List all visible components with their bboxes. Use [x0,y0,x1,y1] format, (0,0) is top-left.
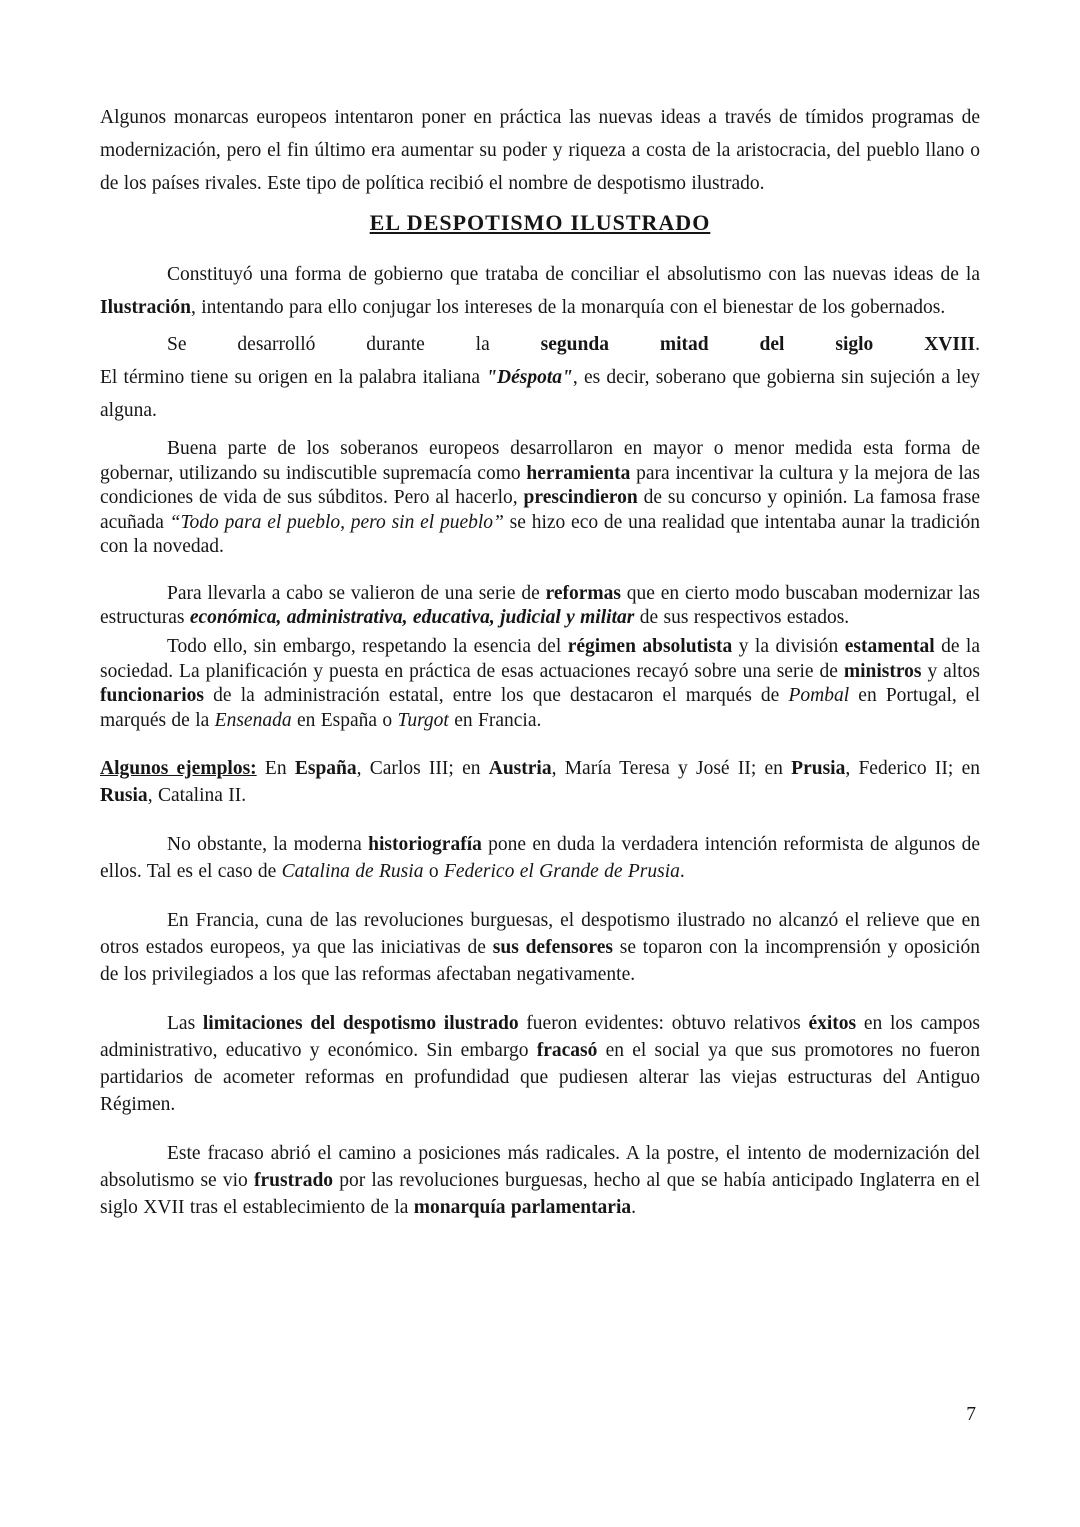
text-run: Todo ello, sin embargo, respetando la esencia del [167,635,568,657]
text-run: herramienta [526,462,631,484]
paragraph-fracaso [100,1140,980,1221]
text-run: pone en duda la verdadera intención reformista de algunos de ellos. Tal es el caso de [100,834,980,883]
text-run: ministros [843,660,922,682]
text-run: historiografía [368,834,482,856]
text-run: de sus respectivos estados. [634,607,850,629]
text-run: En Francia, cuna de las revoluciones burguesas, el despotismo ilustrado no alcanzó el relieve que en otros estados europeos, ya que las iniciativas de [100,910,980,959]
text-run: , Carlos III; en [356,758,489,780]
text-run: España [294,758,357,780]
text-run: monarquía parlamentaria [413,1197,632,1219]
paragraph-regimen [100,635,980,733]
text-run: "Déspota" [486,367,573,389]
text-run: o [423,861,444,883]
text-run: Pombal [788,685,850,707]
text-run: Turgot [397,709,449,731]
text-run: y altos [921,660,980,682]
text-run: , es decir, soberano que gobierna sin sujeción a ley alguna. [100,367,980,422]
section-heading [100,210,980,236]
text-run: se hizo eco de una realidad que intentaba aunar la tradición con la novedad. [100,511,980,558]
text-run: Austria [488,758,552,780]
text-run: para incentivar la cultura y la mejora de las condiciones de vida de sus súbditos. Pero al hacerlo, [100,462,980,509]
text-run: segunda mitad del siglo XVIII [540,334,976,356]
text-run: en los campos administrativo, educativo y económico. Sin embargo [100,1013,981,1062]
text-run: fueron evidentes: obtuvo relativos [518,1013,809,1035]
text-run: Se desarrolló durante la [167,334,541,356]
paragraph-limitaciones [100,1010,980,1118]
text-run: de la administración estatal, entre los que destacaron el marqués de [204,685,789,707]
text-run: En [256,758,295,780]
text-run: Catalina de Rusia [281,861,424,883]
text-run: en Portugal, el marqués de la [100,685,980,731]
text-run: Algunos ejemplos: [100,758,257,780]
text-run: No obstante, la moderna [167,834,369,856]
text-run: Ensenada [214,709,292,731]
text-run: . [975,334,980,356]
text-run: limitaciones del despotismo ilustrado [202,1013,519,1035]
text-run: prescindieron [523,487,638,509]
paragraph-historiografia [100,831,980,885]
text-run: , intentando para ello conjugar los intereses de la monarquía con el bienestar de los gobernados. [191,297,946,319]
text-run: en España o [291,709,398,731]
text-run: Buena parte de los soberanos europeos desarrollaron en mayor o menor medida esta forma de gobernar, utilizando su indiscutible supremacía como [100,438,980,484]
text-run: éxitos [808,1013,857,1035]
text-run: en Francia. [448,709,542,731]
paragraph-ejemplos [100,755,980,809]
text-run: Prusia [791,758,846,780]
paragraph-definition [100,259,980,325]
text-run: . [631,1197,637,1219]
page-number: 7 [966,1404,976,1425]
text-run: reformas [545,582,621,604]
text-run: económica, administrativa, educativa, judicial y militar [189,607,635,629]
text-run: Para llevarla a cabo se valieron de una serie de [167,582,546,604]
text-run: , Catalina II. [147,785,247,807]
paragraph-intro [100,102,980,201]
text-run: . [679,861,685,883]
text-run: “Todo para el pueblo, pero sin el pueblo” [169,511,504,533]
paragraph-origin [100,329,980,428]
text-run: por las revoluciones burguesas, hecho al que se había anticipado Inglaterra en el siglo XVII tras el establecimiento de la [100,1170,981,1219]
text-run: de su concurso y opinión. La famosa frase acuñada [100,487,981,533]
page-content [100,102,980,1221]
text-run: Rusia [100,785,148,807]
text-run: sus defensores [492,937,613,959]
text-run: Este fracaso abrió el camino a posiciones más radicales. A la postre, el intento de modernización del absolutismo se vio [100,1143,980,1192]
text-run: Constituyó una forma de gobierno que trataba de conciliar el absolutismo con las nuevas ideas de la [167,264,980,286]
text-run: El término tiene su origen en la palabra italiana [100,367,487,389]
text-run: Ilustración [100,297,192,319]
text-run: fracasó [536,1040,598,1062]
text-run: que en cierto modo buscaban modernizar las estructuras [100,582,981,629]
text-run: de la sociedad. La planificación y puesta en práctica de esas actuaciones recayó sobre una serie de [100,635,980,682]
text-run: Las [167,1013,203,1035]
text-run: frustrado [253,1170,334,1192]
paragraph-reformas [100,582,980,631]
text-run: se toparon con la incomprensión y oposición de los privilegiados a los que las reformas afectaban negativamente. [100,937,981,986]
text-run: estamental [844,635,935,657]
text-run: EL DESPOTISMO ILUSTRADO [369,209,711,235]
text-run: y la división [732,635,845,657]
forced-justified-line [100,329,980,362]
text-run: en el social ya que sus promotores no fueron partidarios de acometer reformas en profundidad que pudiesen alterar las viejas estructuras del Antiguo Régimen. [100,1040,980,1116]
paragraph-francia [100,907,980,988]
text-run: , María Teresa y José II; en [551,758,792,780]
paragraph-soberanos [100,437,980,560]
text-run: Federico el Grande de Prusia [443,861,680,883]
text-run: funcionarios [100,685,205,707]
text-run: Algunos monarcas europeos intentaron poner en práctica las nuevas ideas a través de tímidos programas de modernización, pero el fin último era aumentar su poder y riqueza a costa de la aristocracia, del pueblo llano o de los países rivales. Este tipo de política recibió el nombre de despotismo ilustrado. [100,107,980,194]
text-run: , Federico II; en [845,758,980,780]
text-run: régimen absolutista [567,635,733,657]
